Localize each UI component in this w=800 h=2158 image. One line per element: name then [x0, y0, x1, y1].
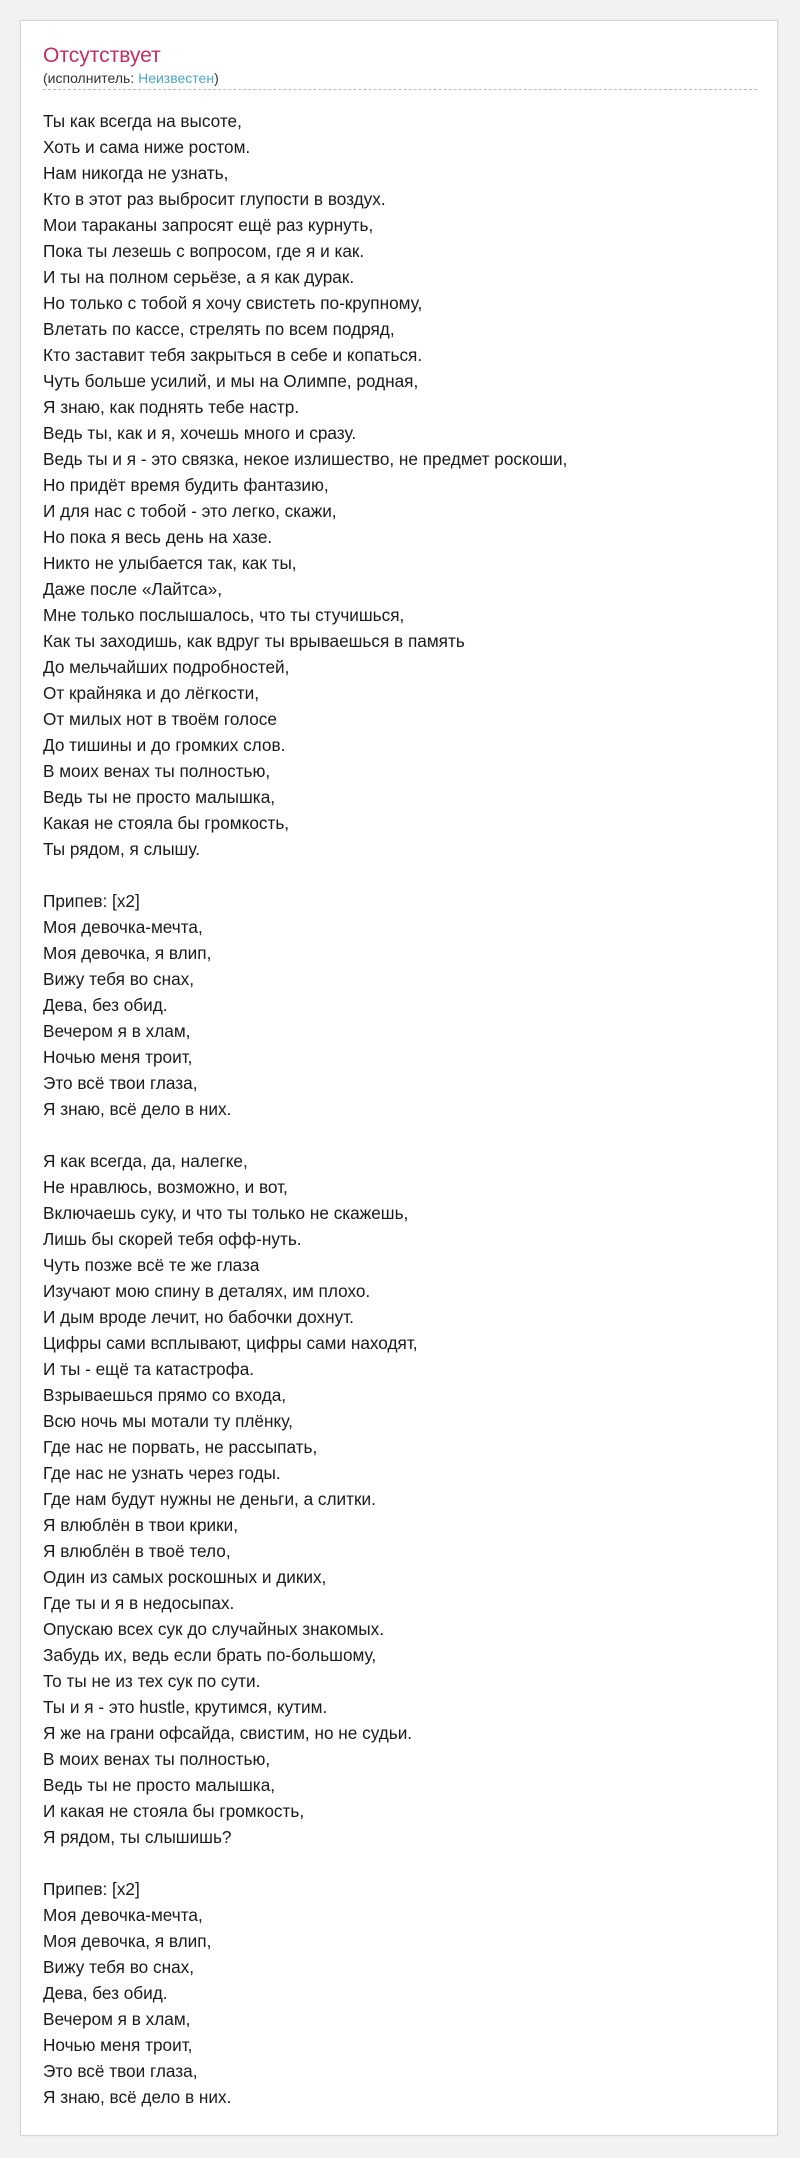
song-header [43, 43, 757, 90]
lyrics-text: Ты как всегда на высоте, Хоть и сама ниже ростом. Нам никогда не узнать, Кто в этот раз выбросит глупости в воздух. Мои тараканы запросят ещё раз курнуть, Пока ты лезешь с вопросом, где я и как. И ты на полном серьёзе, а я как дурак. Но только с тобой я хочу свистеть по-крупному, Влетать по кассе, стрелять по всем подряд, Кто заставит тебя закрыться в себе и копаться. Чуть больше усилий, и мы на Олимпе, родная, Я знаю, как поднять тебе настр. Ведь ты, как и я, хочешь много и сразу. Ведь ты и я - это связка, некое излишество, не предмет роскоши, Но придёт время будить фантазию, И для нас с тобой - это легко, скажи, Но пока я весь день на хазе. Никто не улыбается так, как ты, Даже после «Лайтса», Мне только послышалось, что ты стучишься, Как ты заходишь, как вдруг ты врываешься в память До мельчайших подробностей, От крайняка и до лёгкости, От милых нот в твоём голосе До тишины и до громких слов. В моих венах ты полностью, Ведь ты не просто малышка, Какая не стояла бы громкость, Ты рядом, я слышу. Припев: [x2] Моя девочка-мечта, Моя девочка, я влип, Вижу тебя во снах, Дева, без обид. Вечером я в хлам, Ночью меня троит, Это всё твои глаза, Я знаю, всё дело в них. Я как всегда, да, налегке, Не нравлюсь, возможно, и вот, Включаешь суку, и что ты только не скажешь, Лишь бы скорей тебя офф-нуть. Чуть позже всё те же глаза Изучают мою спину в деталях, им плохо. И дым вроде лечит, но бабочки дохнут. Цифры сами всплывают, цифры сами находят, И ты - ещё та катастрофа. Взрываешься прямо со входа, Всю ночь мы мотали ту плёнку, Где нас не порвать, не рассыпать, Где нас не узнать через годы. Где нам будут нужны не деньги, а слитки. Я влюблён в твои крики, Я влюблён в твоё тело, Один из самых роскошных и диких, Где ты и я в недосыпах. Опускаю всех сук до случайных знакомых. Забудь их, ведь если брать по-большому, То ты не из тех сук по сути. Ты и я - это hustle, крутимся, кутим. Я же на грани офсайда, свистим, но не судьи. В моих венах ты полностью, Ведь ты не просто малышка, И какая не стояла бы громкость, Я рядом, ты слышишь? Припев: [x2] Моя девочка-мечта, Моя девочка, я влип, Вижу тебя во снах, Дева, без обид. Вечером я в хлам, Ночью меня троит, Это всё твои глаза, Я знаю, всё дело в них. [43, 111, 568, 2107]
artist-link[interactable]: Неизвестен [138, 70, 215, 86]
artist-line [43, 69, 757, 87]
artist-suffix: ) [214, 70, 219, 86]
song-title: Отсутствует [43, 44, 161, 67]
lyrics-card [20, 20, 778, 2136]
artist-prefix: (исполнитель: [43, 70, 139, 86]
